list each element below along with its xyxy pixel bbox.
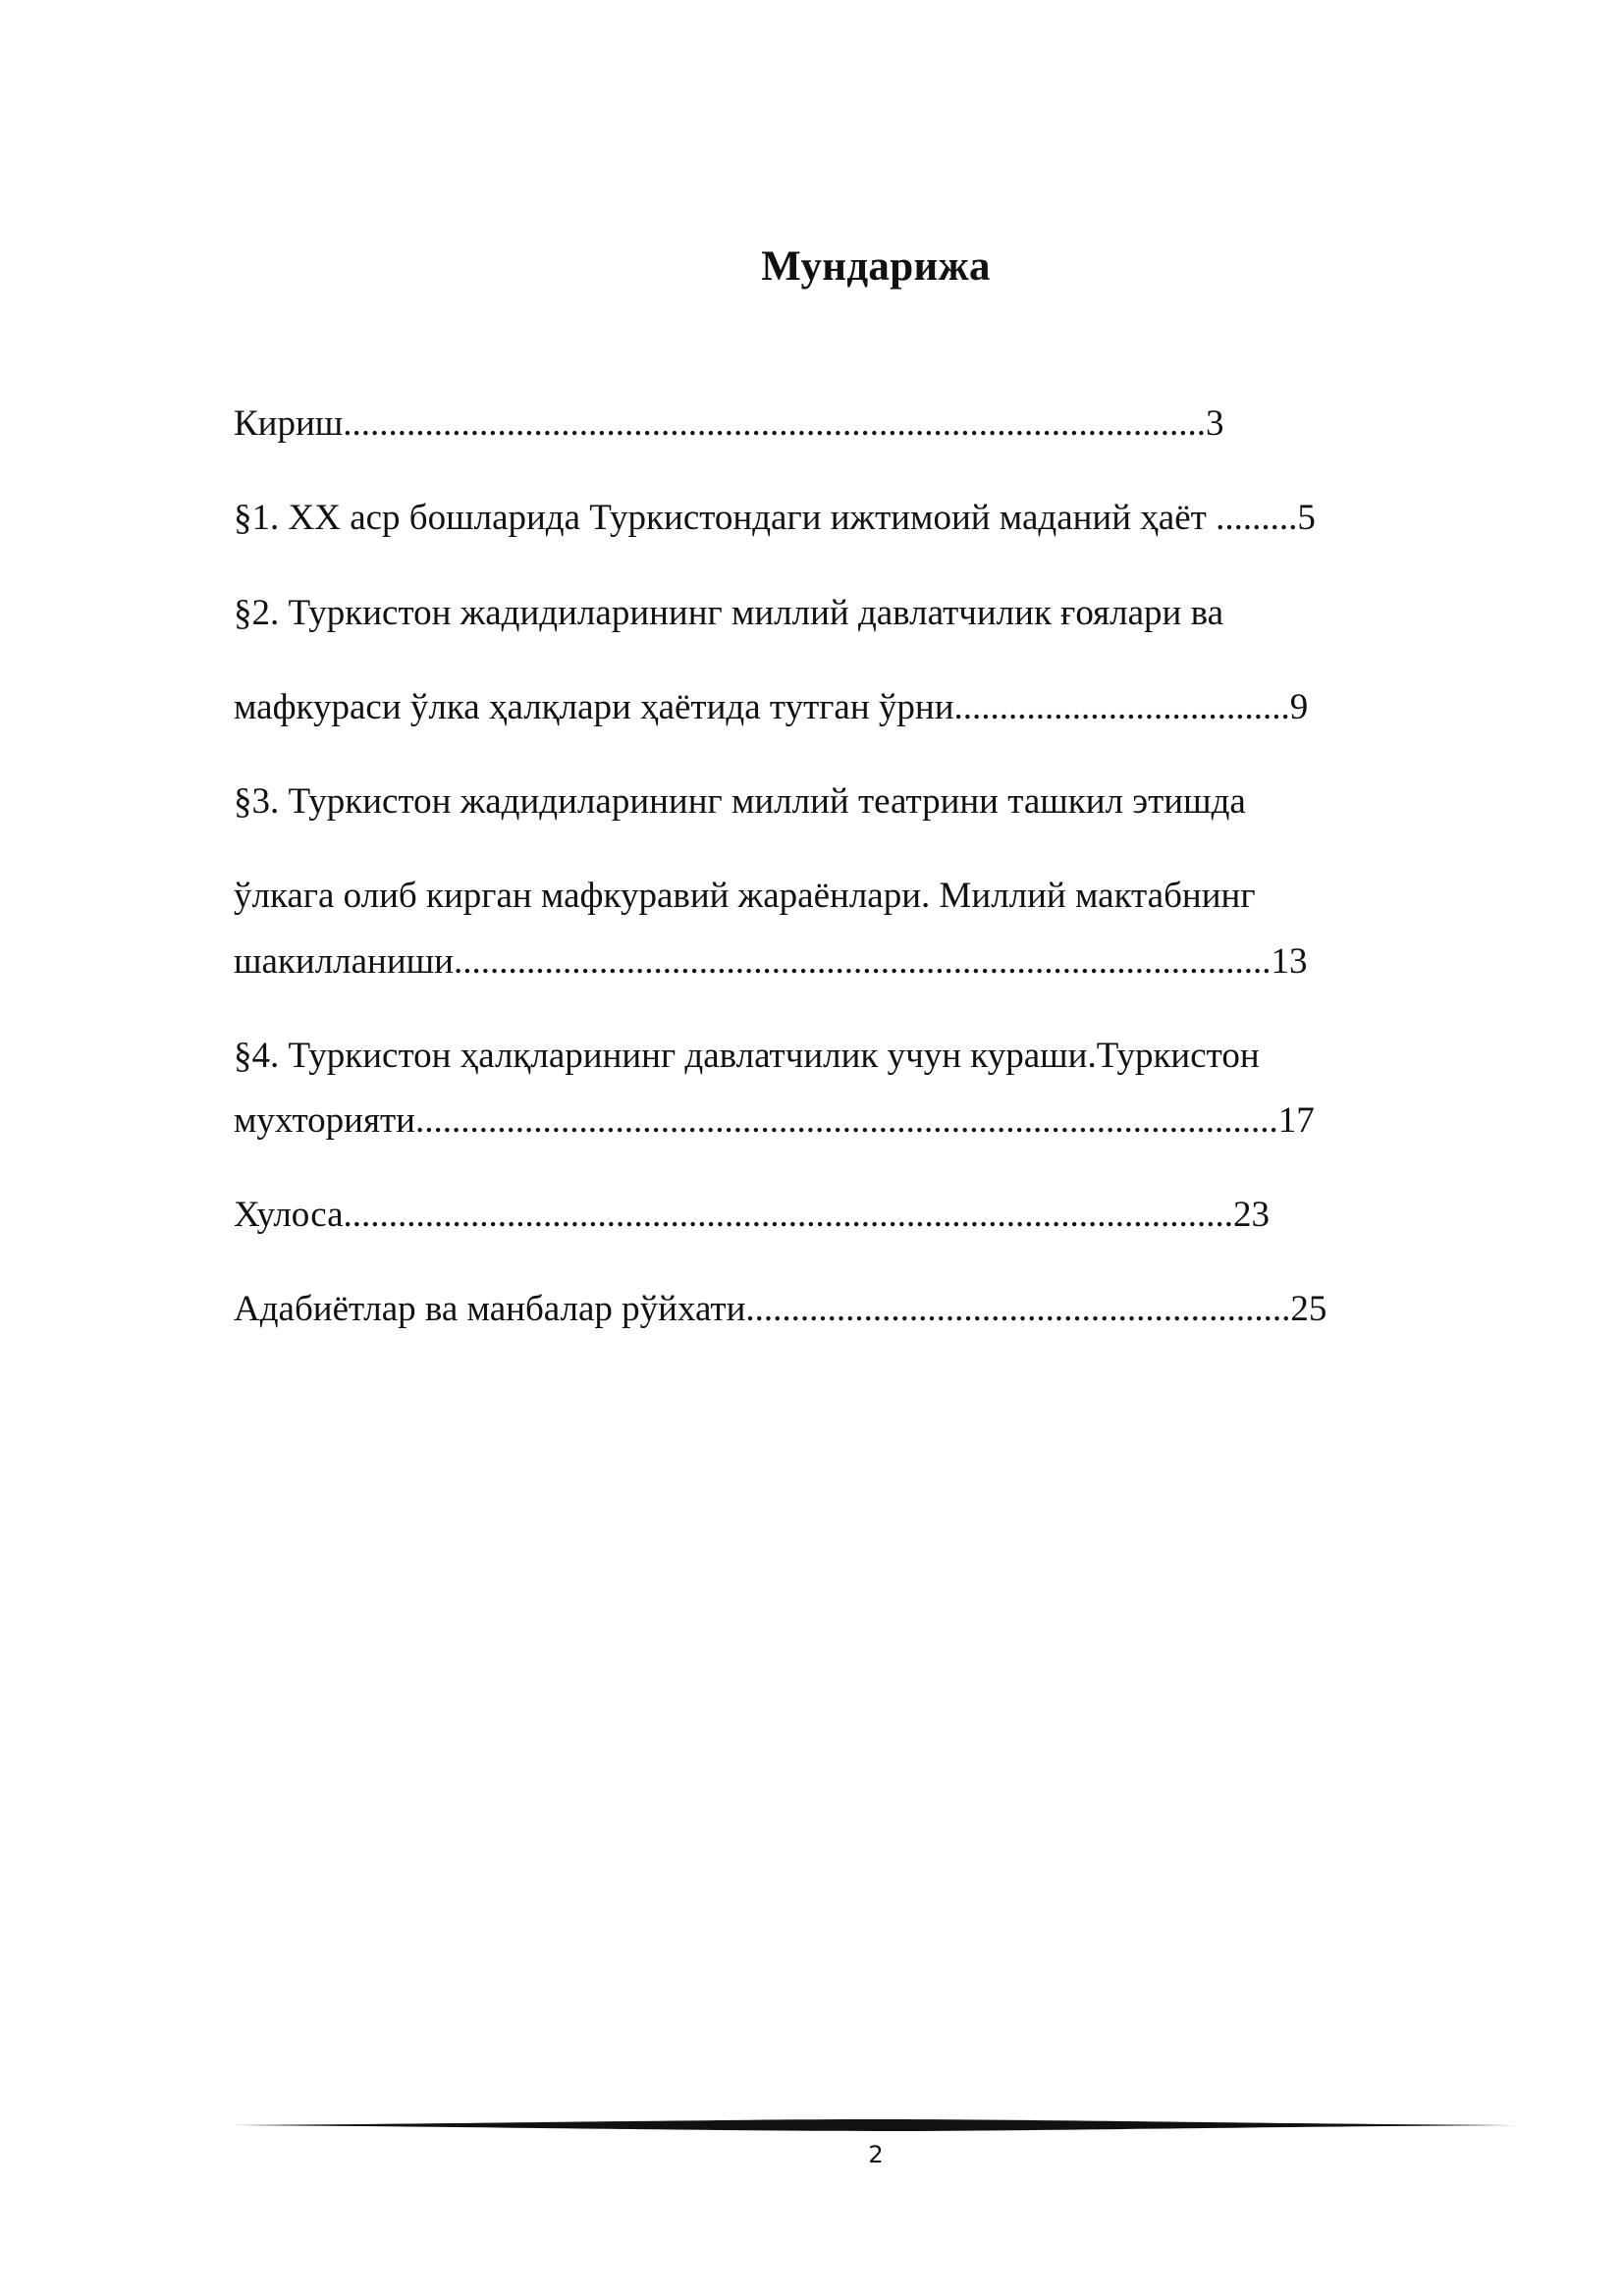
toc-leader-dots: ..................................... xyxy=(953,687,1290,727)
toc-entry-section-4-line-2 xyxy=(234,1099,1315,1143)
page-number: 2 xyxy=(868,2141,884,2168)
toc-entry-text: мухторияти xyxy=(234,1100,415,1141)
toc-entry-text: §3. Туркистон жадидиларининг миллий театрини ташкил этишда xyxy=(234,781,1246,822)
toc-leader-dots: .................................................................................................. xyxy=(343,1195,1234,1235)
toc-entry-text: §1. XX аср бошларида Туркистондаги ижтимоий маданий ҳаёт xyxy=(234,498,1217,538)
toc-leader-dots: ............................................................................................... xyxy=(414,1100,1278,1141)
toc-leader-dots: .......................................................................................... xyxy=(453,941,1272,982)
toc-entry-section-3-line-3 xyxy=(234,940,1307,984)
footer-rule xyxy=(234,2116,1516,2134)
toc-entry-text: мафкураси ўлка ҳалқлари ҳаётида тутган ўрни xyxy=(234,687,954,727)
toc-entry-section-3-line-1 xyxy=(234,780,1246,824)
toc-page-number: 13 xyxy=(1271,941,1308,982)
toc-entry-text: Кириш xyxy=(234,403,344,444)
toc-entry-text: §2. Туркистон жадидиларининг миллий давлатчилик ғоялари ва xyxy=(234,593,1223,633)
toc-page-number: 17 xyxy=(1277,1100,1315,1141)
page-title: Мундарижа xyxy=(761,243,991,290)
toc-page-number: 23 xyxy=(1233,1195,1271,1235)
toc-leader-dots: ............................................................................................... xyxy=(343,403,1207,444)
toc-entry-section-2-line-1 xyxy=(234,592,1223,635)
toc-entry-section-4-line-1 xyxy=(234,1035,1260,1078)
toc-page-number: 5 xyxy=(1297,498,1316,538)
toc-entry-text: Хулоса xyxy=(234,1195,344,1235)
toc-leader-dots: ............................................................ xyxy=(745,1289,1291,1329)
toc-page-number: 3 xyxy=(1206,403,1224,444)
toc-entry-conclusion xyxy=(234,1194,1270,1237)
toc-entry-section-3-line-2 xyxy=(234,875,1256,918)
toc-page-number: 9 xyxy=(1289,687,1309,727)
toc-entry-text: ўлкага олиб кирган мафкуравий жараёнлари. Миллий мактабнинг xyxy=(234,876,1256,916)
toc-entry-bibliography xyxy=(234,1288,1326,1331)
toc-entry-section-2-line-2 xyxy=(234,686,1308,729)
toc-entry-text: шакилланиши xyxy=(234,941,454,982)
toc-entry-introduction xyxy=(234,402,1224,446)
toc-entry-section-1 xyxy=(234,497,1316,540)
toc-entry-text: §4. Туркистон ҳалқларининг давлатчилик учун кураши.Туркистон xyxy=(234,1036,1260,1076)
toc-entry-text: Адабиётлар ва манбалар рўйхати xyxy=(234,1289,746,1329)
toc-leader-dots: ......... xyxy=(1216,498,1298,538)
toc-page-number: 25 xyxy=(1290,1289,1327,1329)
